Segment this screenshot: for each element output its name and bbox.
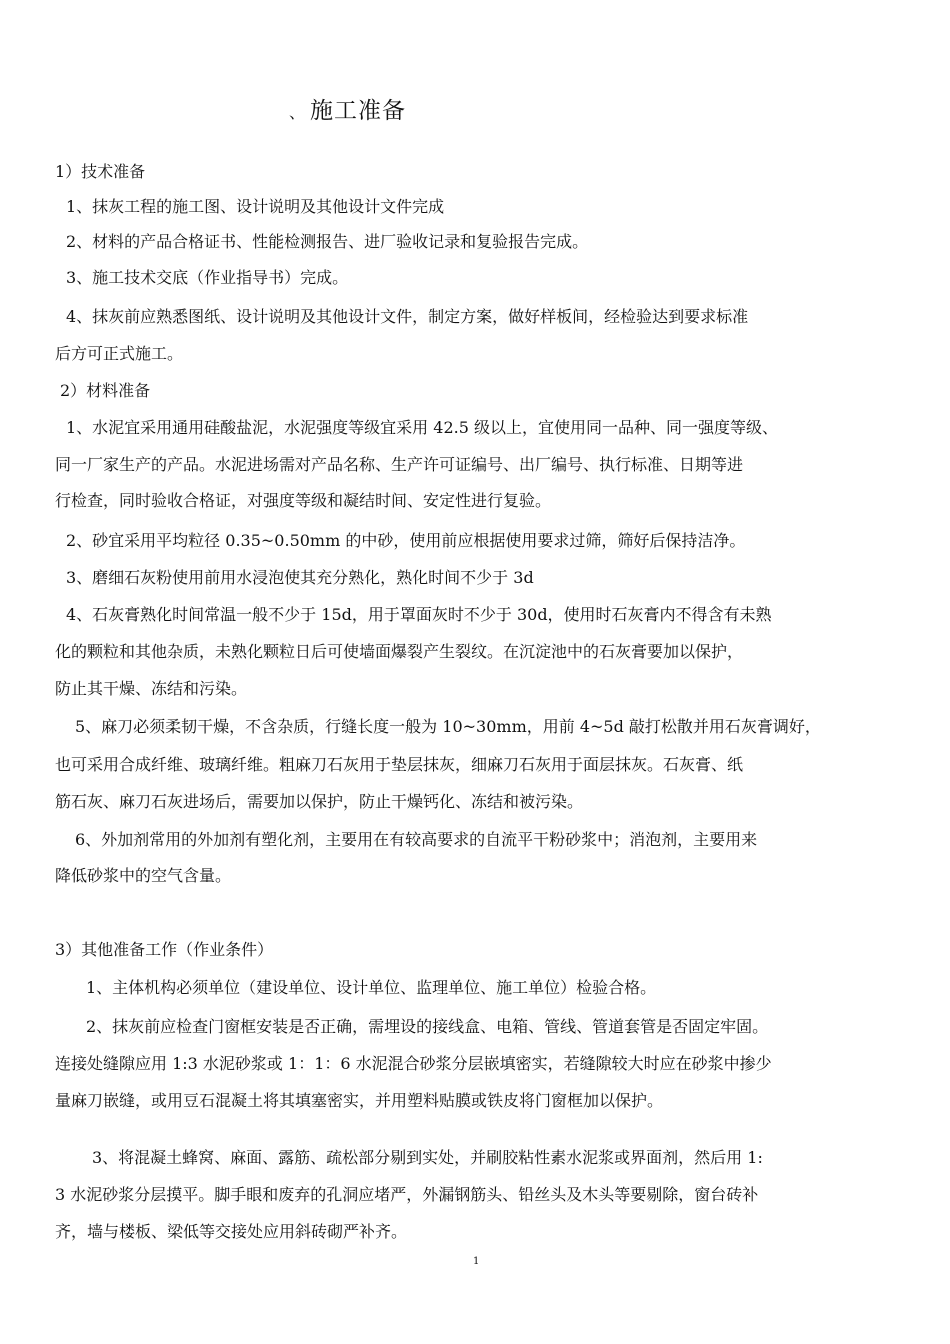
paragraph-line: 4、抹灰前应熟悉图纸、设计说明及其他设计文件，制定方案，做好样板间，经检验达到要求标准 — [66, 307, 749, 326]
paragraph-line: 筋石灰、麻刀石灰进场后，需要加以保护，防止干燥钙化、冻结和被污染。 — [55, 792, 584, 811]
paragraph-line: 5、麻刀必须柔韧干燥，不含杂质，行缝长度一般为 10~30mm，用前 4~5d 敲打松散并用石灰膏调好， — [75, 717, 821, 736]
paragraph-line: 化的颗粒和其他杂质，未熟化颗粒日后可使墙面爆裂产生裂纹。在沉淀池中的石灰膏要加以保护， — [55, 642, 744, 661]
paragraph-line: 1、抹灰工程的施工图、设计说明及其他设计文件完成 — [66, 197, 445, 216]
paragraph-line: 3 水泥砂浆分层摸平。脚手眼和废弃的孔洞应堵严，外漏钢筋头、铅丝头及木头等要剔除，窗台砖补 — [55, 1185, 759, 1204]
paragraph-line: 降低砂浆中的空气含量。 — [55, 866, 232, 885]
paragraph-line: 也可采用合成纤维、玻璃纤维。粗麻刀石灰用于垫层抹灰，细麻刀石灰用于面层抹灰。石灰膏、纸 — [55, 755, 744, 774]
subheading-materials: 2）材料准备 — [60, 381, 151, 400]
paragraph-line: 防止其干燥、冻结和污染。 — [55, 679, 248, 698]
paragraph-line: 4、石灰膏熟化时间常温一般不少于 15d，用于罩面灰时不少于 30d，使用时石灰膏内不得含有未熟 — [66, 605, 772, 624]
paragraph-line: 2、抹灰前应检查门窗框安装是否正确，需埋设的接线盒、电箱、管线、管道套管是否固定牢固。 — [86, 1017, 769, 1036]
subheading-technical: 1）技术准备 — [55, 162, 146, 181]
paragraph-line: 齐，墙与楼板、梁低等交接处应用斜砖砌严补齐。 — [55, 1222, 408, 1241]
paragraph-line: 量麻刀嵌缝，或用豆石混凝土将其填塞密实，并用塑料贴膜或铁皮将门窗框加以保护。 — [55, 1091, 664, 1110]
paragraph-line: 连接处缝隙应用 1:3 水泥砂浆或 1：1：6 水泥混合砂浆分层嵌填密实，若缝隙较大时应在砂浆中掺少 — [55, 1054, 772, 1073]
paragraph-line: 1、水泥宜采用通用硅酸盐泥，水泥强度等级宜采用 42.5 级以上，宜使用同一品种、同一强度等级、 — [66, 418, 778, 437]
section-heading — [289, 92, 406, 125]
heading-mark: 、 — [289, 103, 307, 122]
paragraph-line: 1、主体机构必须单位（建设单位、设计单位、监理单位、施工单位）检验合格。 — [86, 978, 657, 997]
paragraph-line: 2、砂宜采用平均粒径 0.35~0.50mm 的中砂，使用前应根据使用要求过筛，筛好后保持洁净。 — [66, 531, 746, 550]
paragraph-line: 行检查，同时验收合格证，对强度等级和凝结时间、安定性进行复验。 — [55, 491, 552, 510]
paragraph-line: 2、材料的产品合格证书、性能检测报告、进厂验收记录和复验报告完成。 — [66, 232, 589, 251]
paragraph-line: 3、施工技术交底（作业指导书）完成。 — [66, 268, 349, 287]
paragraph-line: 后方可正式施工。 — [55, 344, 184, 363]
paragraph-line: 3、将混凝土蜂窝、麻面、露筋、疏松部分剔到实处，并刷胶粘性素水泥浆或界面剂，然后用 1: — [92, 1148, 763, 1167]
page-number: 1 — [473, 1256, 480, 1267]
subheading-other-prep: 3）其他准备工作（作业条件） — [55, 940, 274, 959]
heading-text: 施工准备 — [310, 98, 407, 124]
paragraph-line: 同一厂家生产的产品。水泥进场需对产品名称、生产许可证编号、出厂编号、执行标准、日期等进 — [55, 455, 744, 474]
paragraph-line: 3、磨细石灰粉使用前用水浸泡使其充分熟化，熟化时间不少于 3d — [66, 568, 534, 587]
paragraph-line: 6、外加剂常用的外加剂有塑化剂，主要用在有较高要求的自流平干粉砂浆中；消泡剂，主要用来 — [75, 830, 758, 849]
